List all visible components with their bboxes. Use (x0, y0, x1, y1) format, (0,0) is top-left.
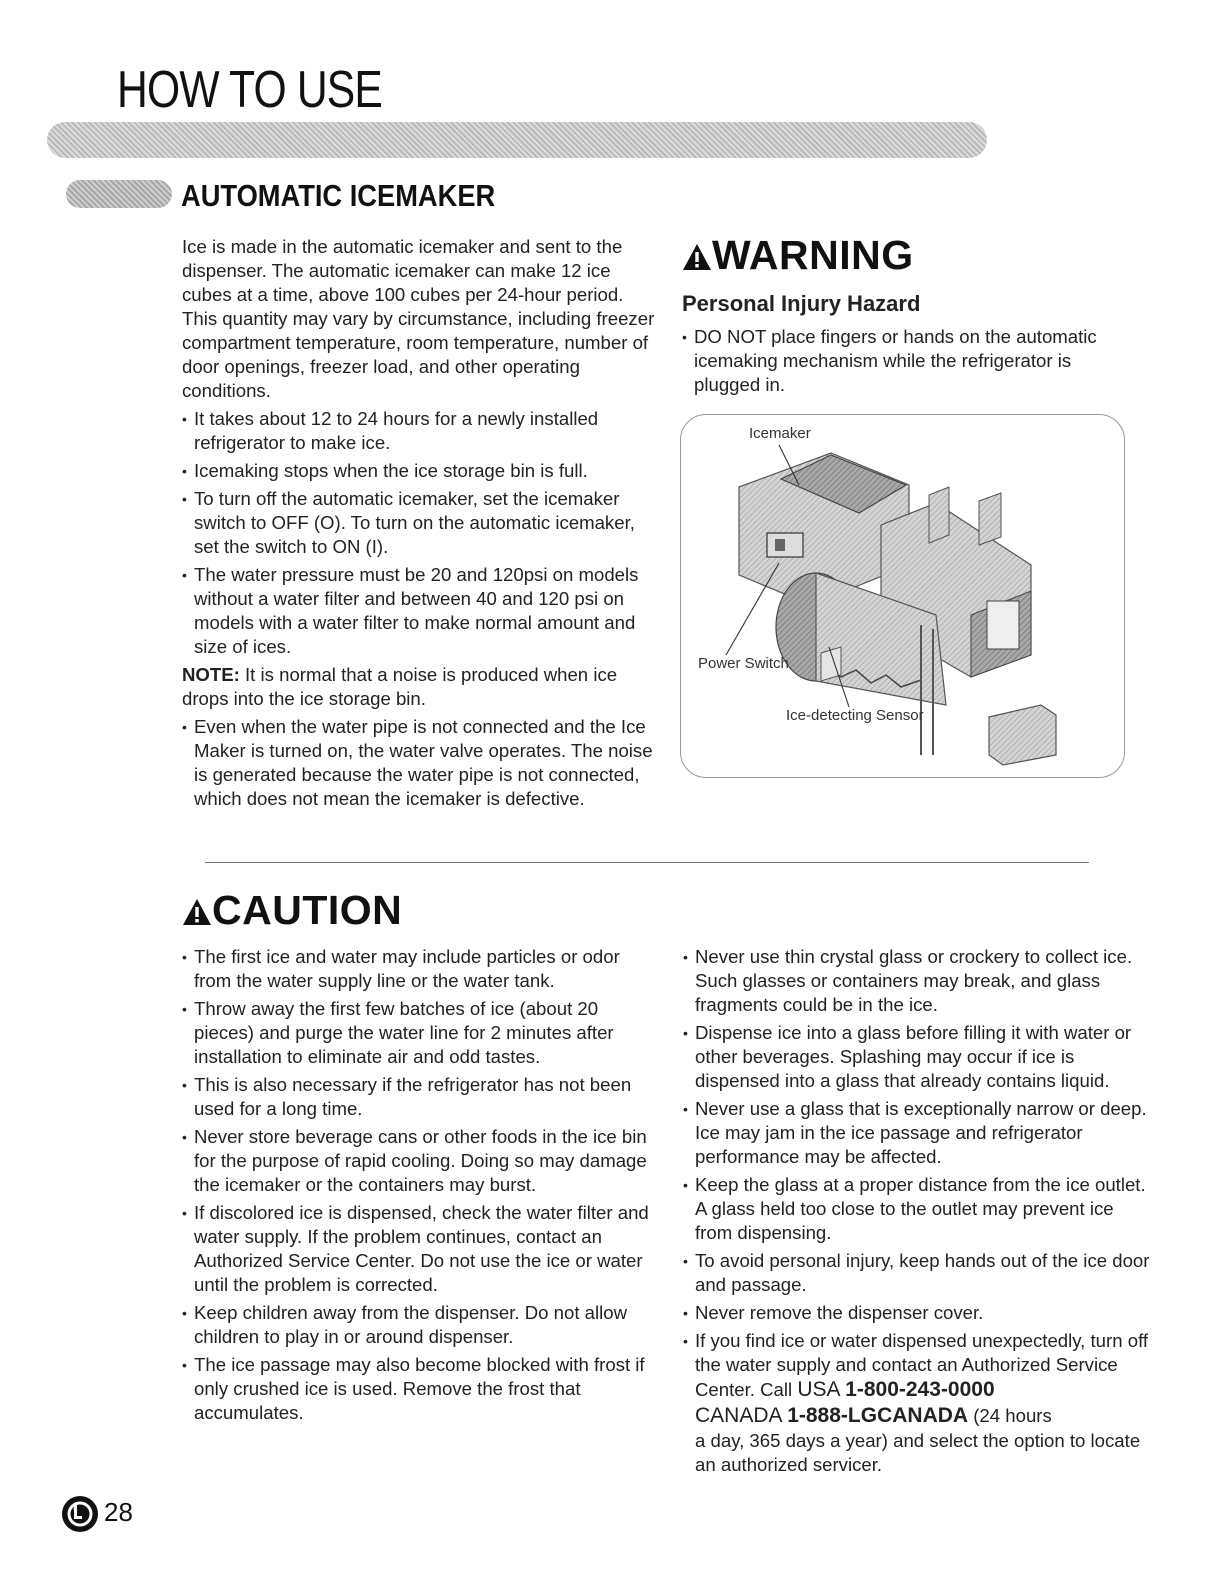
warning-bullet: • DO NOT place fingers or hands on the automatic icemaking mechanism while the refrigerator is plugged in. (682, 325, 1132, 397)
canada-phone: 1-888-LGCANADA (787, 1404, 969, 1427)
caution-heading (182, 887, 402, 934)
caution-item: • Never remove the dispenser cover. (683, 1301, 1153, 1325)
section-divider (205, 862, 1089, 863)
contact-text: If you find ice or water dispensed unexpectedly, turn off the water supply and contact an Authorized Service Center. Call (695, 1330, 1149, 1400)
caution-contact-item (683, 1329, 1153, 1477)
caution-item: • Keep the glass at a proper distance from the ice outlet. A glass held too close to the outlet may prevent ice from dispensing. (683, 1173, 1153, 1245)
section-marker (66, 180, 172, 208)
intro-paragraph: Ice is made in the automatic icemaker and sent to the dispenser. The automatic icemaker can make 12 ice cubes at a time, above 100 cubes per 24-hour period. This quantity may vary by circumstance, including freezer compartment temperature, room temperature, number of door openings, freezer load, and other operating conditions. (182, 236, 655, 401)
warning-icon (682, 243, 712, 271)
bullet-item: • The water pressure must be 20 and 120psi on models without a water filter and between 40 and 120 psi on models with a water filter to make normal amount and size of ices. (182, 563, 662, 659)
warning-heading (682, 232, 914, 279)
icemaker-description (182, 235, 662, 811)
hours-text: (24 hours (968, 1405, 1052, 1426)
caution-item: • Throw away the first few batches of ice (about 20 pieces) and purge the water line for 2 minutes after installation to eliminate air and odd tastes. (182, 997, 662, 1069)
note-text: It is normal that a noise is produced when ice drops into the ice storage bin. (182, 664, 618, 709)
diagram-label-icemaker: Icemaker (749, 425, 811, 442)
diagram-label-sensor: Ice-detecting Sensor (786, 707, 924, 724)
caution-item: • This is also necessary if the refrigerator has not been used for a long time. (182, 1073, 662, 1121)
bullet-item: • Even when the water pipe is not connected and the Ice Maker is turned on, the water valve operates. The noise is generated because the water pipe is not connected, which does not mean the icemaker is defective. (182, 715, 662, 811)
diagram-label-power-switch: Power Switch (698, 655, 789, 672)
caution-item: • Never use a glass that is exceptionally narrow or deep. Ice may jam in the ice passage and refrigerator performance may be affected. (683, 1097, 1153, 1169)
note-label: NOTE: (182, 664, 240, 685)
note (182, 663, 662, 711)
caution-item: • Never use thin crystal glass or crockery to collect ice. Such glasses or containers may break, and glass fragments could be in the ice. (683, 945, 1153, 1017)
caution-item: • If discolored ice is dispensed, check the water filter and water supply. If the problem continues, contact an Authorized Service Center. Do not use the ice or water until the problem is corrected. (182, 1201, 662, 1297)
caution-item: • Dispense ice into a glass before filling it with water or other beverages. Splashing may occur if ice is dispensed into a glass that already contains liquid. (683, 1021, 1153, 1093)
page-number: 28 (104, 1497, 133, 1527)
contact-closing-text: a day, 365 days a year) and select the option to locate an authorized servicer. (695, 1430, 1141, 1475)
caution-right-column (683, 945, 1153, 1477)
canada-label: CANADA (695, 1404, 788, 1427)
warning-title: WARNING (712, 232, 914, 278)
caution-icon (182, 898, 212, 926)
bullet-item: • It takes about 12 to 24 hours for a newly installed refrigerator to make ice. (182, 407, 662, 455)
usa-phone: 1-800-243-0000 (845, 1378, 995, 1401)
caution-item: • The ice passage may also become blocked with frost if only crushed ice is used. Remove the frost that accumulates. (182, 1353, 662, 1425)
caution-item: • Never store beverage cans or other foods in the ice bin for the purpose of rapid cooling. Doing so may damage the icemaker or the containers may burst. (182, 1125, 662, 1197)
warning-subtitle: Personal Injury Hazard (682, 291, 921, 316)
caution-left-column (182, 945, 662, 1425)
caution-item: • The first ice and water may include particles or odor from the water supply line or the water tank. (182, 945, 662, 993)
caution-title: CAUTION (212, 887, 403, 933)
section-title: AUTOMATIC ICEMAKER (181, 178, 496, 213)
bullet-item: • To turn off the automatic icemaker, set the icemaker switch to OFF (O). To turn on the automatic icemaker, set the switch to ON (I). (182, 487, 662, 559)
header-band (47, 122, 987, 158)
icemaker-diagram (680, 414, 1125, 778)
usa-label: USA (797, 1378, 846, 1401)
page-header-title: HOW TO USE (117, 61, 383, 119)
caution-item: • Keep children away from the dispenser. Do not allow children to play in or around dispenser. (182, 1301, 662, 1349)
bullet-item: • Icemaking stops when the ice storage bin is full. (182, 459, 662, 483)
warning-text (682, 325, 1132, 397)
lg-logo-icon (60, 1494, 100, 1534)
caution-item: • To avoid personal injury, keep hands out of the ice door and passage. (683, 1249, 1153, 1297)
